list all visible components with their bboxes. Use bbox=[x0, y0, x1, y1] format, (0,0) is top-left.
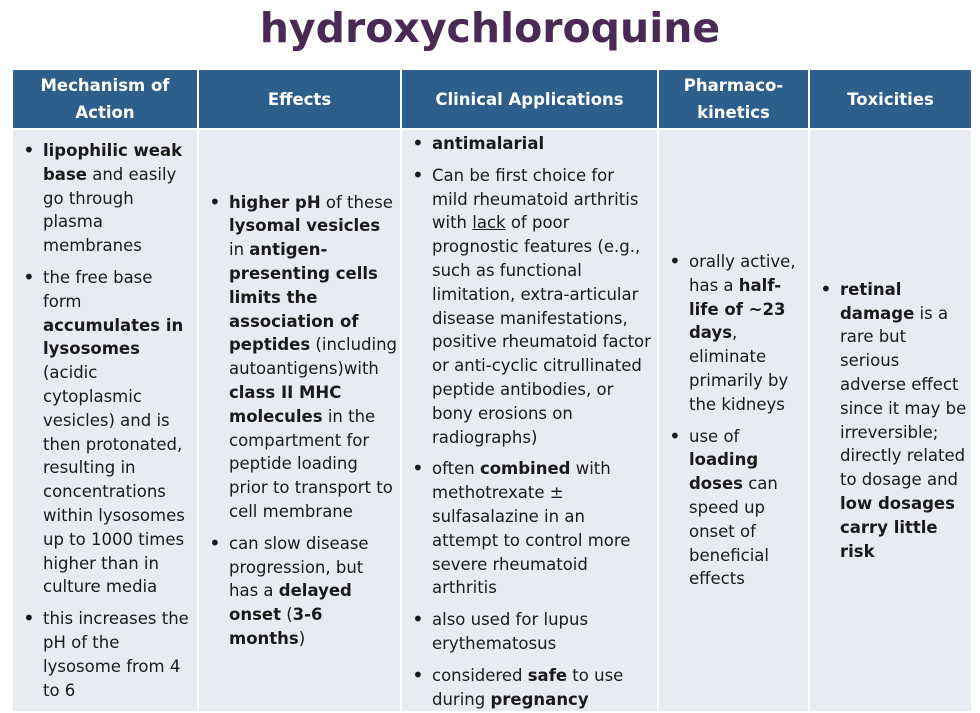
drug-summary-table bbox=[11, 68, 973, 713]
clinical-list bbox=[408, 132, 654, 711]
cell-clinical bbox=[401, 129, 658, 712]
cell-effects bbox=[198, 129, 401, 712]
content-row bbox=[12, 129, 972, 712]
list-item: • use of loading doses can speed up onset of beneficial effects bbox=[689, 425, 805, 592]
list-item: • orally active, has a half-life of ~23 days, eliminate primarily by the kidneys bbox=[689, 250, 805, 417]
list-item: • antimalarial bbox=[432, 132, 654, 156]
pharmaco-list bbox=[665, 250, 805, 591]
list-item: • the free base form accumulates in lysosomes (acidic cytoplasmic vesicles) and is then protonated, resulting in concentrations within lysosomes up to 1000 times higher than in culture media bbox=[43, 266, 194, 599]
cell-toxicities bbox=[809, 129, 972, 712]
page-title: hydroxychloroquine bbox=[259, 4, 721, 52]
header-row bbox=[12, 69, 972, 129]
header-toxicities: Toxicities bbox=[809, 69, 972, 129]
list-item: • can slow disease progression, but has a delayed onset (3-6 months) bbox=[229, 532, 397, 651]
list-item: • considered safe to use during pregnancy bbox=[432, 664, 654, 712]
header-clinical: Clinical Applications bbox=[401, 69, 658, 129]
toxicities-list bbox=[816, 278, 968, 564]
list-item: • also used for lupus erythematosus bbox=[432, 608, 654, 656]
header-effects: Effects bbox=[198, 69, 401, 129]
header-mechanism: Mechanism of Action bbox=[12, 69, 198, 129]
list-item: • Can be first choice for mild rheumatoid arthritis with lack of poor prognostic features (e.g., such as functional limitation, extra-articular disease manifestations, positive rheumatoid factor or anti-cyclic citrullinated peptide antibodies, or bony erosions on radiographs) bbox=[432, 164, 654, 450]
list-item: • this increases the pH of the lysosome from 4 to 6 bbox=[43, 607, 194, 702]
list-item: • retinal damage is a rare but serious adverse effect since it may be irreversible; directly related to dosage and low dosages carry little risk bbox=[840, 278, 968, 564]
header-pharmaco: Pharmaco-kinetics bbox=[658, 69, 809, 129]
mechanism-list bbox=[19, 139, 194, 702]
effects-list bbox=[205, 191, 397, 651]
cell-pharmaco bbox=[658, 129, 809, 712]
list-item: • often combined with methotrexate ± sulfasalazine in an attempt to control more severe rheumatoid arthritis bbox=[432, 457, 654, 600]
cell-mechanism bbox=[12, 129, 198, 712]
list-item: • higher pH of these lysomal vesicles in antigen-presenting cells limits the association of peptides (including autoantigens)with class II MHC molecules in the compartment for peptide loading prior to transport to cell membrane bbox=[229, 191, 397, 524]
list-item: • lipophilic weak base and easily go through plasma membranes bbox=[43, 139, 194, 258]
